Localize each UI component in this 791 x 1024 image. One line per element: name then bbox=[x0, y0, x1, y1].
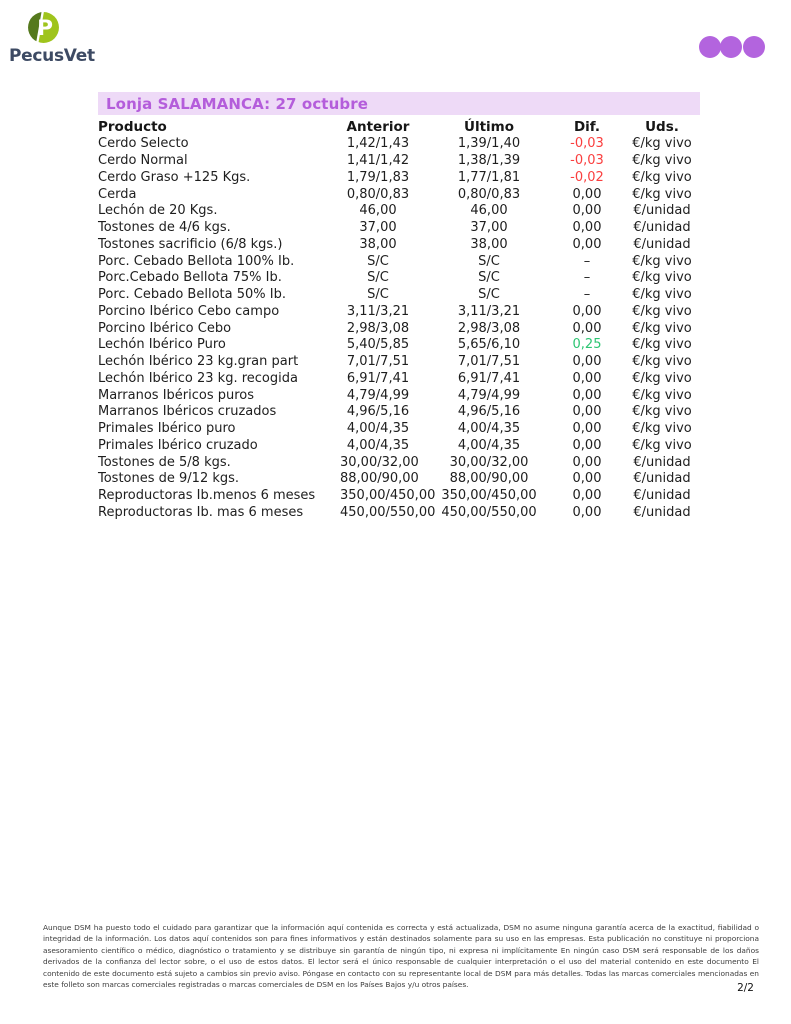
cell-dif: 0,00 bbox=[572, 504, 602, 520]
table-row bbox=[98, 454, 712, 471]
cell-dif: 0,00 bbox=[572, 220, 602, 236]
table-row bbox=[98, 420, 712, 437]
cell-uds: €/kg vivo bbox=[632, 270, 692, 286]
table-row bbox=[98, 286, 712, 303]
table-row bbox=[98, 219, 712, 236]
column-header-ultimo: Último bbox=[463, 118, 514, 135]
table-row bbox=[98, 487, 712, 504]
cell-dif: 0,00 bbox=[572, 236, 602, 252]
cell-anterior: 4,96/5,16 bbox=[346, 404, 410, 420]
cell-anterior: S/C bbox=[367, 253, 389, 269]
table-row bbox=[98, 270, 712, 287]
cell-anterior: 4,79/4,99 bbox=[346, 387, 410, 403]
cell-ultimo: 4,79/4,99 bbox=[457, 387, 521, 403]
cell-ultimo: 5,65/6,10 bbox=[457, 337, 521, 353]
cell-ultimo: 88,00/90,00 bbox=[449, 471, 529, 487]
cell-uds: €/unidad bbox=[633, 236, 691, 252]
table-row bbox=[98, 136, 712, 153]
table-row bbox=[98, 504, 712, 521]
market-title-bar bbox=[98, 92, 700, 115]
cell-ultimo: 0,80/0,83 bbox=[457, 186, 521, 202]
cell-producto: Marranos Ibéricos cruzados bbox=[98, 404, 277, 420]
cell-producto: Porc.Cebado Bellota 75% Ib. bbox=[98, 270, 282, 286]
cell-ultimo: 37,00 bbox=[470, 220, 508, 236]
cell-ultimo: 1,38/1,39 bbox=[457, 153, 521, 169]
cell-ultimo: 46,00 bbox=[470, 203, 508, 219]
cell-producto: Lechón Ibérico Puro bbox=[98, 337, 226, 353]
cell-uds: €/unidad bbox=[633, 488, 691, 504]
cell-uds: €/kg vivo bbox=[632, 303, 692, 319]
cell-anterior: 46,00 bbox=[359, 203, 397, 219]
cell-producto: Primales Ibérico cruzado bbox=[98, 437, 258, 453]
cell-uds: €/kg vivo bbox=[632, 354, 692, 370]
cell-uds: €/unidad bbox=[633, 504, 691, 520]
cell-ultimo: 3,11/3,21 bbox=[457, 303, 521, 319]
cell-dif: 0,00 bbox=[572, 320, 602, 336]
cell-producto: Cerdo Graso +125 Kgs. bbox=[98, 169, 251, 185]
cell-anterior: 4,00/4,35 bbox=[346, 421, 410, 437]
cell-producto: Cerda bbox=[98, 186, 137, 202]
cell-dif: 0,00 bbox=[572, 303, 602, 319]
cell-producto: Primales Ibérico puro bbox=[98, 421, 236, 437]
table-row bbox=[98, 370, 712, 387]
cell-dif: – bbox=[583, 270, 591, 286]
cell-anterior: 450,00/550,00 bbox=[340, 504, 436, 520]
column-header-uds: Uds. bbox=[645, 118, 679, 135]
cell-producto: Tostones de 5/8 kgs. bbox=[98, 454, 231, 470]
cell-anterior: 1,41/1,42 bbox=[346, 153, 410, 169]
cell-anterior: 6,91/7,41 bbox=[346, 370, 410, 386]
cell-anterior: 0,80/0,83 bbox=[346, 186, 410, 202]
brand-wordmark: PecusVet bbox=[9, 46, 95, 66]
cell-dif: -0,02 bbox=[570, 169, 604, 185]
cell-anterior: 3,11/3,21 bbox=[346, 303, 410, 319]
cell-producto: Tostones de 9/12 kgs. bbox=[98, 471, 240, 487]
cell-uds: €/kg vivo bbox=[632, 421, 692, 437]
cell-producto: Porc. Cebado Bellota 50% Ib. bbox=[98, 287, 286, 303]
cell-uds: €/kg vivo bbox=[632, 404, 692, 420]
cell-producto: Porc. Cebado Bellota 100% Ib. bbox=[98, 253, 295, 269]
cell-dif: – bbox=[583, 287, 591, 303]
cell-dif: 0,00 bbox=[572, 421, 602, 437]
cell-ultimo: 1,77/1,81 bbox=[457, 169, 521, 185]
cell-dif: 0,00 bbox=[572, 186, 602, 202]
cell-dif: – bbox=[583, 253, 591, 269]
cell-uds: €/kg vivo bbox=[632, 387, 692, 403]
cell-anterior: 2,98/3,08 bbox=[346, 320, 410, 336]
cell-anterior: 350,00/450,00 bbox=[340, 488, 436, 504]
cell-ultimo: 1,39/1,40 bbox=[457, 136, 521, 152]
cell-anterior: 4,00/4,35 bbox=[346, 437, 410, 453]
cell-dif: 0,00 bbox=[572, 404, 602, 420]
cell-anterior: 30,00/32,00 bbox=[340, 454, 419, 470]
cell-uds: €/kg vivo bbox=[632, 253, 692, 269]
cell-dif: 0,00 bbox=[572, 203, 602, 219]
cell-uds: €/kg vivo bbox=[632, 320, 692, 336]
table-row bbox=[98, 152, 712, 169]
cell-uds: €/kg vivo bbox=[632, 337, 692, 353]
cell-producto: Tostones de 4/6 kgs. bbox=[98, 220, 231, 236]
cell-uds: €/unidad bbox=[633, 471, 691, 487]
page-indicator: 2/2 bbox=[737, 982, 754, 994]
cell-ultimo: 2,98/3,08 bbox=[457, 320, 521, 336]
cell-uds: €/unidad bbox=[633, 203, 691, 219]
pecusvet-logo-icon bbox=[27, 11, 60, 44]
column-header-anterior: Anterior bbox=[346, 118, 410, 135]
svg-text:P: P bbox=[37, 16, 53, 42]
column-header-dif: Dif. bbox=[573, 118, 601, 135]
market-title: Lonja SALAMANCA: 27 octubre bbox=[106, 94, 368, 113]
table-row bbox=[98, 437, 712, 454]
cell-ultimo: 4,00/4,35 bbox=[457, 437, 521, 453]
cell-ultimo: 30,00/32,00 bbox=[449, 454, 529, 470]
cell-ultimo: S/C bbox=[478, 287, 500, 303]
cell-uds: €/kg vivo bbox=[632, 186, 692, 202]
cell-uds: €/kg vivo bbox=[632, 437, 692, 453]
table-row bbox=[98, 353, 712, 370]
cell-anterior: 88,00/90,00 bbox=[340, 471, 419, 487]
cell-uds: €/kg vivo bbox=[632, 287, 692, 303]
cell-dif: 0,00 bbox=[572, 454, 602, 470]
cell-anterior: S/C bbox=[367, 270, 389, 286]
cell-ultimo: S/C bbox=[478, 270, 500, 286]
legal-disclaimer: Aunque DSM ha puesto todo el cuidado para garantizar que la información aquí contenida es correcta y está actualizada, DSM no asume ninguna garantía acerca de la exactitud, fiabilidad o integridad de la información. Los datos aquí contenidos son para fines informativos y están destinados solamente para su uso en las empresas. Esta publicación no constituye ni proporciona asesoramiento científico o médico, diagnóstico o tratamiento y se distribuye sin garantía de ningún tipo, ni expresa ni implícitamente En ningún caso DSM será responsable de los daños derivados de la confianza del lector sobre, o el uso de estos datos. El lector será el único responsable de cualquier interpretación o el uso del material contenido en este documento El contenido de este documento está sujeto a cambios sin previo aviso. Póngase en contacto con su representante local de DSM para más detalles. Todas las marcas comerciales mencionadas en este folleto son marcas comerciales registradas o marcas comerciales de DSM en los Países Bajos y/u otros países. bbox=[43, 923, 759, 990]
cell-ultimo: 4,00/4,35 bbox=[457, 421, 521, 437]
price-table-body bbox=[98, 136, 712, 521]
cell-anterior: 1,42/1,43 bbox=[346, 136, 410, 152]
cell-dif: 0,00 bbox=[572, 370, 602, 386]
cell-producto: Lechón de 20 Kgs. bbox=[98, 203, 218, 219]
cell-anterior: 38,00 bbox=[359, 236, 397, 252]
cell-ultimo: 450,00/550,00 bbox=[441, 504, 537, 520]
cell-ultimo: 6,91/7,41 bbox=[457, 370, 521, 386]
table-row bbox=[98, 203, 712, 220]
cell-producto: Marranos Ibéricos puros bbox=[98, 387, 255, 403]
cell-uds: €/unidad bbox=[633, 220, 691, 236]
table-row bbox=[98, 186, 712, 203]
table-row bbox=[98, 337, 712, 354]
cell-ultimo: 350,00/450,00 bbox=[441, 488, 537, 504]
table-row bbox=[98, 169, 712, 186]
cell-dif: 0,00 bbox=[572, 437, 602, 453]
cell-producto: Cerdo Normal bbox=[98, 153, 188, 169]
cell-producto: Lechón Ibérico 23 kg. recogida bbox=[98, 370, 298, 386]
table-row bbox=[98, 303, 712, 320]
cell-uds: €/unidad bbox=[633, 454, 691, 470]
table-row bbox=[98, 404, 712, 421]
table-row bbox=[98, 253, 712, 270]
cell-anterior: S/C bbox=[367, 287, 389, 303]
cell-dif: 0,00 bbox=[572, 471, 602, 487]
column-header-producto: Producto bbox=[98, 118, 167, 135]
cell-ultimo: 38,00 bbox=[470, 236, 508, 252]
cell-ultimo: 7,01/7,51 bbox=[457, 354, 521, 370]
cell-dif: -0,03 bbox=[570, 153, 604, 169]
cell-anterior: 37,00 bbox=[359, 220, 397, 236]
cell-dif: 0,00 bbox=[572, 354, 602, 370]
cell-producto: Reproductoras Ib. mas 6 meses bbox=[98, 504, 304, 520]
cell-dif: 0,25 bbox=[572, 337, 602, 353]
cell-anterior: 7,01/7,51 bbox=[346, 354, 410, 370]
cell-producto: Cerdo Selecto bbox=[98, 136, 189, 152]
cell-ultimo: S/C bbox=[478, 253, 500, 269]
cell-anterior: 5,40/5,85 bbox=[346, 337, 410, 353]
table-header-row bbox=[98, 118, 712, 135]
table-row bbox=[98, 387, 712, 404]
cell-uds: €/kg vivo bbox=[632, 370, 692, 386]
table-row bbox=[98, 320, 712, 337]
table-row bbox=[98, 236, 712, 253]
cell-uds: €/kg vivo bbox=[632, 153, 692, 169]
cell-producto: Reproductoras Ib.menos 6 meses bbox=[98, 488, 316, 504]
cell-producto: Porcino Ibérico Cebo campo bbox=[98, 303, 280, 319]
cell-dif: -0,03 bbox=[570, 136, 604, 152]
cell-uds: €/kg vivo bbox=[632, 169, 692, 185]
cell-producto: Porcino Ibérico Cebo bbox=[98, 320, 232, 336]
cell-anterior: 1,79/1,83 bbox=[346, 169, 410, 185]
cell-producto: Lechón Ibérico 23 kg.gran part bbox=[98, 354, 299, 370]
table-row bbox=[98, 471, 712, 488]
cell-dif: 0,00 bbox=[572, 387, 602, 403]
cell-producto: Tostones sacrificio (6/8 kgs.) bbox=[98, 236, 283, 252]
cell-ultimo: 4,96/5,16 bbox=[457, 404, 521, 420]
cell-dif: 0,00 bbox=[572, 488, 602, 504]
cell-uds: €/kg vivo bbox=[632, 136, 692, 152]
triple-dots-icon bbox=[698, 34, 766, 60]
price-table bbox=[98, 118, 712, 521]
